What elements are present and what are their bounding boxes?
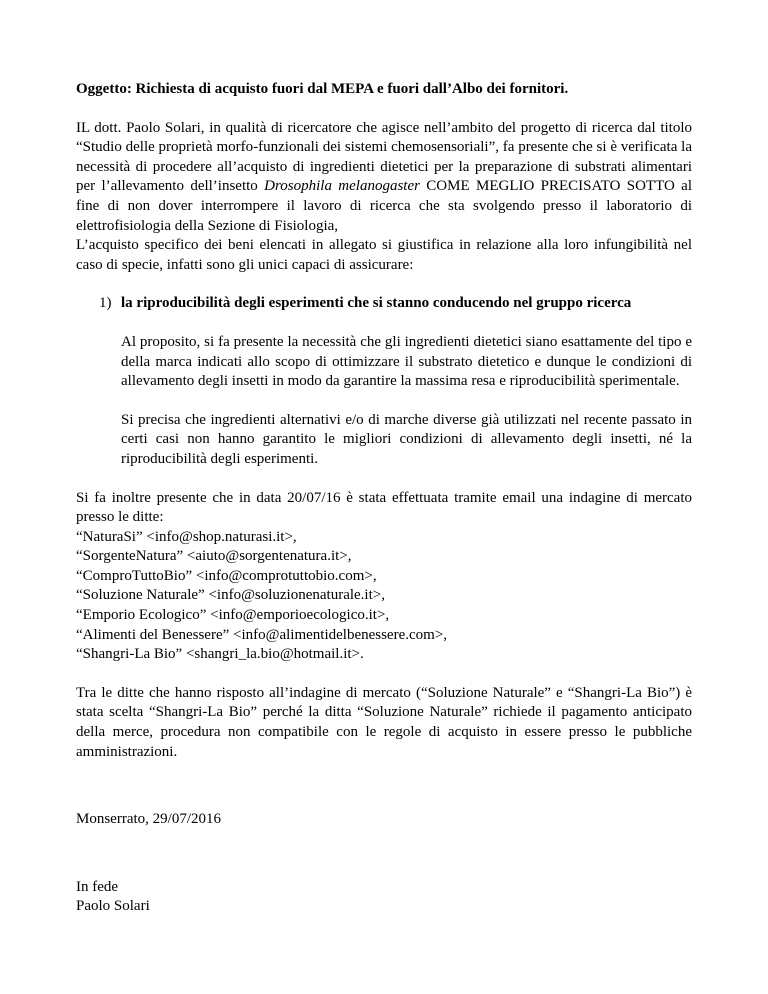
- choice-paragraph: Tra le ditte che hanno risposto all’indagine di mercato (“Soluzione Naturale” e “Shangri-La Bio”) è stata scelta “Shangri-La Bio” perché la ditta “Soluzione Naturale” richiede il pagamento anticipato della merce, procedura non compatibile con le regole di acquisto in essere presso le pubbliche amministrazioni.: [76, 684, 692, 760]
- supplier-item: “Alimenti del Benessere” <info@alimentidelbenessere.com>,: [76, 626, 448, 643]
- intro-paragraph-2: L’acquisto specifico dei beni elencati in allegato si giustifica in relazione alla loro infungibilità nel caso di specie, infatti sono gli unici capaci di assicurare:: [76, 237, 692, 273]
- supplier-item: “Shangri-La Bio” <shangri_la.bio@hotmail.it>.: [76, 646, 364, 663]
- supplier-item: “NaturaSi” <info@shop.naturasi.it>,: [76, 528, 297, 545]
- supplier-item: “ComproTuttoBio” <info@comprotuttobio.com>,: [76, 567, 377, 584]
- intro-text-part1: IL dott. Paolo Solari, in qualità di ricercatore che agisce nell’ambito del progetto di ricerca dal titolo “Studio delle proprietà morfo-funzionali dei sistemi chemosensoriali”, fa presente che si è verificata la necessità di procedere all’acquisto di ingredienti dietetici per la preparazione di substrati alimentari per l’allevamento dell’insetto: [76, 119, 692, 195]
- supplier-item: “Emporio Ecologico” <info@emporioecologico.it>,: [76, 607, 390, 624]
- signature-name: Paolo Solari: [76, 898, 150, 915]
- document-page: [76, 80, 692, 917]
- list-paragraph-2: Si precisa che ingredienti alternativi e/o di marche diverse già utilizzati nel recente passato in certi casi non hanno garantito le migliori condizioni di allevamento degli insetti, né la riproducibilità degli esperimenti.: [121, 411, 692, 467]
- intro-text-part2: COME MEGLIO PRECISATO SOTTO al fine di non dover interrompere il lavoro di ricerca che sta svolgendo presso il laboratorio di elettrofisiologia della Sezione di Fisiologia,: [76, 178, 692, 234]
- closing-text: In fede: [76, 878, 119, 895]
- list-paragraph-1: Al proposito, si fa presente la necessità che gli ingredienti dietetici siano esattamente del tipo e della marca indicati allo scopo di ottimizzare il substrato dietetico e dunque le condizioni di allevamento degli insetti in modo da garantire la massima resa e riproducibilità sperimentale.: [121, 333, 692, 390]
- list-number: 1): [99, 295, 112, 312]
- species-name: Drosophila melanogaster: [264, 178, 420, 195]
- supplier-item: “SorgenteNatura” <aiuto@sorgentenatura.it>,: [76, 548, 352, 565]
- list-title: la riproducibilità degli esperimenti che si stanno conducendo nel gruppo ricerca: [121, 295, 632, 312]
- intro-paragraph: [76, 119, 692, 237]
- list-item-1: [99, 294, 692, 314]
- market-intro: Si fa inoltre presente che in data 20/07/16 è stata effettuata tramite email una indagine di mercato presso le ditte:: [76, 489, 692, 526]
- supplier-list: [76, 528, 692, 665]
- subject-line: Oggetto: Richiesta di acquisto fuori dal MEPA e fuori dall’Albo dei fornitori.: [76, 81, 569, 97]
- supplier-item: “Soluzione Naturale” <info@soluzionenaturale.it>,: [76, 587, 385, 604]
- place-date: Monserrato, 29/07/2016: [76, 811, 221, 828]
